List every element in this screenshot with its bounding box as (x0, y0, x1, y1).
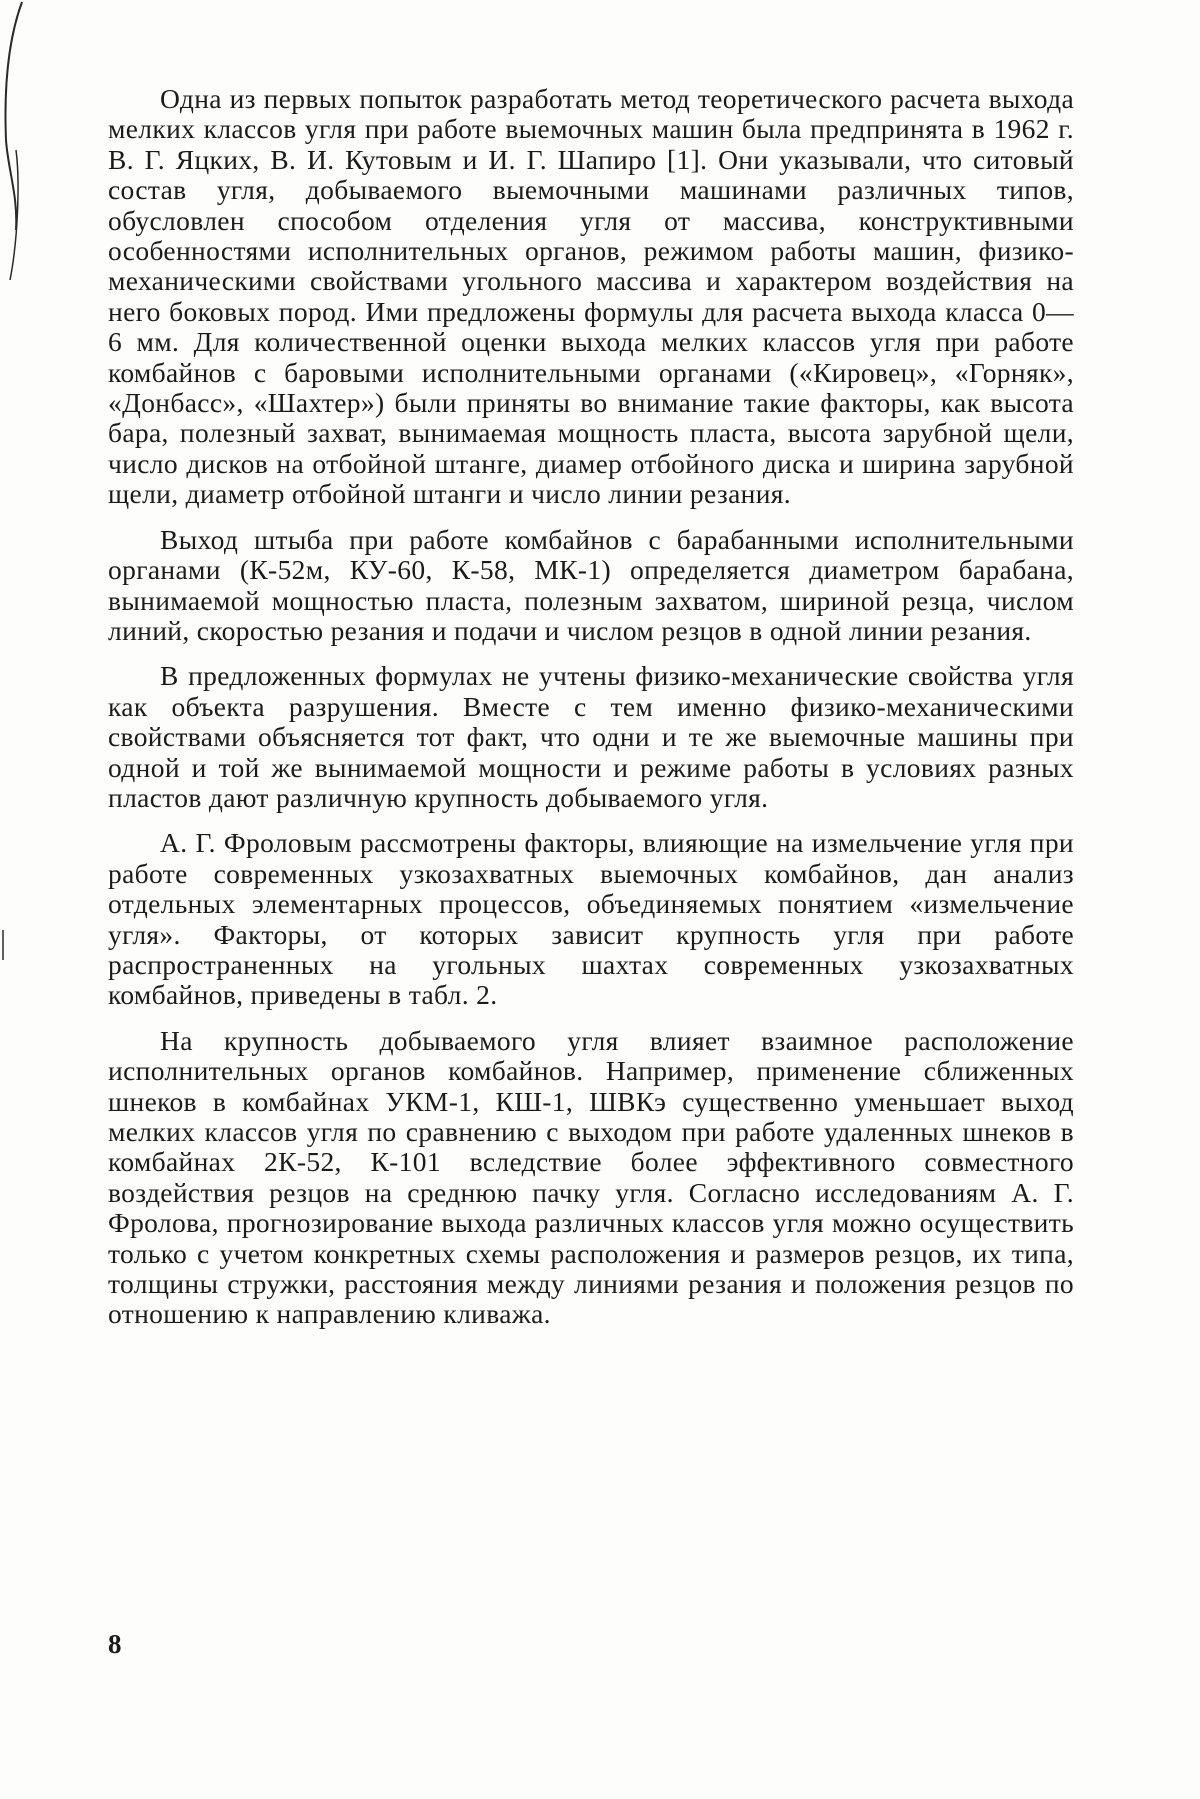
body-text (108, 84, 1074, 1345)
paragraph: Выход штыба при работе комбайнов с барабанными исполнительными органами (К-52м, КУ-60, К-58, МК-1) определяется диаметром барабана, вынимаемой мощностью пласта, полезным захватом, шириной резца, числом линий, скоростью резания и подачи и числом резцов в одной линии резания. (108, 523, 1074, 646)
paragraph: А. Г. Фроловым рассмотрены факторы, влияющие на измельчение угля при работе современных узкозахватных выемочных комбайнов, дан анализ отдельных элементарных процессов, объединяемых понятием «измельчение угля». Факторы, от которых зависит крупность угля при работе распространенных на угольных шахтах современных узкозахватных комбайнов, приведены в табл. 2. (108, 827, 1074, 1011)
page-number: 8 (108, 1629, 122, 1659)
paragraph: В предложенных формулах не учтены физико-механические свойства угля как объекта разрушения. Вместе с тем именно физико-механическими свойствами объясняется тот факт, что одни и те же выемочные машины при одной и той же вынимаемой мощности и режиме работы в условиях разных пластов дают различную крупность добываемого угля. (108, 660, 1074, 813)
paragraph: Одна из первых попыток разработать метод теоретического расчета выхода мелких классов угля при работе выемочных машин была предпринята в 1962 г. В. Г. Яцких, В. И. Кутовым и И. Г. Шапиро [1]. Они указывали, что ситовый состав угля, добываемого выемочными машинами различных типов, обусловлен способом отделения угля от массива, конструктивными особенностями исполнительных органов, режимом работы машин, физико-механическими свойствами угольного массива и характером воздействия на него боковых пород. Ими предложены формулы для расчета выхода класса 0—6 мм. Для количественной оценки выхода мелких классов угля при работе комбайнов с баровыми исполнительными органами («Кировец», «Горняк», «Донбасс», «Шахтер») были приняты во внимание такие факторы, как высота бара, полезный захват, вынимаемая мощность пласта, высота зарубной щели, число дисков на отбойной штанге, диамер отбойного диска и ширина зарубной щели, диаметр отбойной штанги и число линии резания. (108, 83, 1074, 510)
binding-edge-mark (0, 0, 40, 1000)
paragraph: На крупность добываемого угля влияет взаимное расположение исполнительных органов комбайнов. Например, применение сближенных шнеков в комбайнах УКМ-1, КШ-1, ШВКэ существенно уменьшает выход мелких классов угля по сравнению с выходом при работе удаленных шнеков в комбайнах 2К-52, К-101 вследствие более эффективного совместного воздействия резцов на среднюю пачку угля. Согласно исследованиям А. Г. Фролова, прогнозирование выхода различных классов угля можно осуществить только с учетом конкретных схемы расположения и размеров резцов, их типа, толщины стружки, расстояния между линиями резания и положения резцов по отношению к направлению кливажа. (108, 1024, 1074, 1330)
